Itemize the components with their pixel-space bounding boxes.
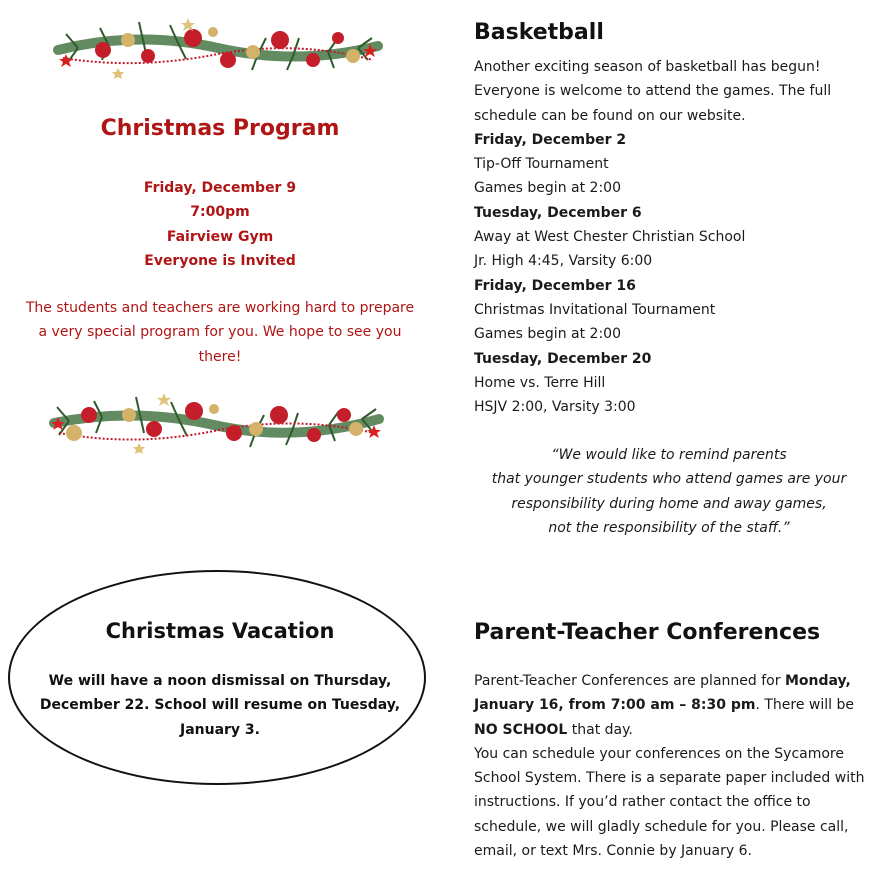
- christmas-program-description: The students and teachers are working hard to prepare a very special program for you. We hope to see you there!: [25, 300, 415, 365]
- conf-text: that day.: [567, 721, 633, 738]
- conferences-title: Parent-Teacher Conferences: [474, 620, 821, 645]
- event-line: Games begin at 2:00: [474, 180, 621, 197]
- event-date: Tuesday, December 20: [474, 350, 652, 367]
- quote-line: that younger students who attend games are your: [491, 471, 847, 488]
- event-date: Friday, December 16: [474, 277, 636, 294]
- event-line: Home vs. Terre Hill: [474, 374, 606, 391]
- basketball-intro: Another exciting season of basketball has begun! Everyone is welcome to attend the games. The full schedule can be found on our website.: [474, 59, 832, 124]
- christmas-garland-bottom-image: [44, 385, 389, 465]
- program-location: Fairview Gym: [166, 228, 274, 245]
- event-line: Christmas Invitational Tournament: [474, 301, 716, 318]
- event-line: Games begin at 2:00: [474, 326, 621, 343]
- event-line: Jr. High 4:45, Varsity 6:00: [474, 253, 653, 270]
- program-date: Friday, December 9: [143, 180, 297, 196]
- conferences-text: [474, 669, 869, 863]
- christmas-vacation-text: We will have a noon dismissal on Thursday, December 22. School will resume on Tuesday, January 3.: [39, 673, 401, 738]
- christmas-garland-top-image: [48, 10, 388, 90]
- conf-text: . There will be: [755, 697, 855, 714]
- program-time: 7:00pm: [190, 204, 250, 221]
- quote-line: not the responsibility of the staff.”: [548, 519, 790, 536]
- event-line: HSJV 2:00, Varsity 3:00: [474, 399, 636, 416]
- quote-line: “We would like to remind parents: [551, 447, 787, 463]
- no-school-notice: NO SCHOOL: [474, 721, 568, 738]
- basketball-title: Basketball: [474, 20, 604, 45]
- basketball-schedule: [474, 55, 864, 419]
- conferences-paragraph-1: [474, 669, 869, 742]
- program-invitation: Everyone is Invited: [144, 252, 296, 269]
- event-line: Tip-Off Tournament: [474, 156, 609, 173]
- conf-date-time: Monday, January 16, from 7:00 am – 8:30 pm: [474, 673, 851, 714]
- christmas-program-title: Christmas Program: [100, 116, 340, 141]
- event-line: Away at West Chester Christian School: [474, 229, 746, 246]
- event-date: Tuesday, December 6: [474, 204, 642, 221]
- parent-reminder-quote: [474, 443, 864, 540]
- christmas-vacation-title: Christmas Vacation: [105, 619, 335, 643]
- christmas-program-details: [20, 176, 420, 273]
- conferences-paragraph-2: You can schedule your conferences on the Sycamore School System. There is a separate paper included with instructions. If you’d rather contact the office to schedule, we will gladly schedule for you. Please call, email, or text Mrs. Connie by January 6.: [474, 745, 865, 860]
- event-date: Friday, December 2: [474, 131, 627, 148]
- quote-line: responsibility during home and away games,: [511, 495, 827, 512]
- conf-text: Parent-Teacher Conferences are planned for: [474, 673, 785, 689]
